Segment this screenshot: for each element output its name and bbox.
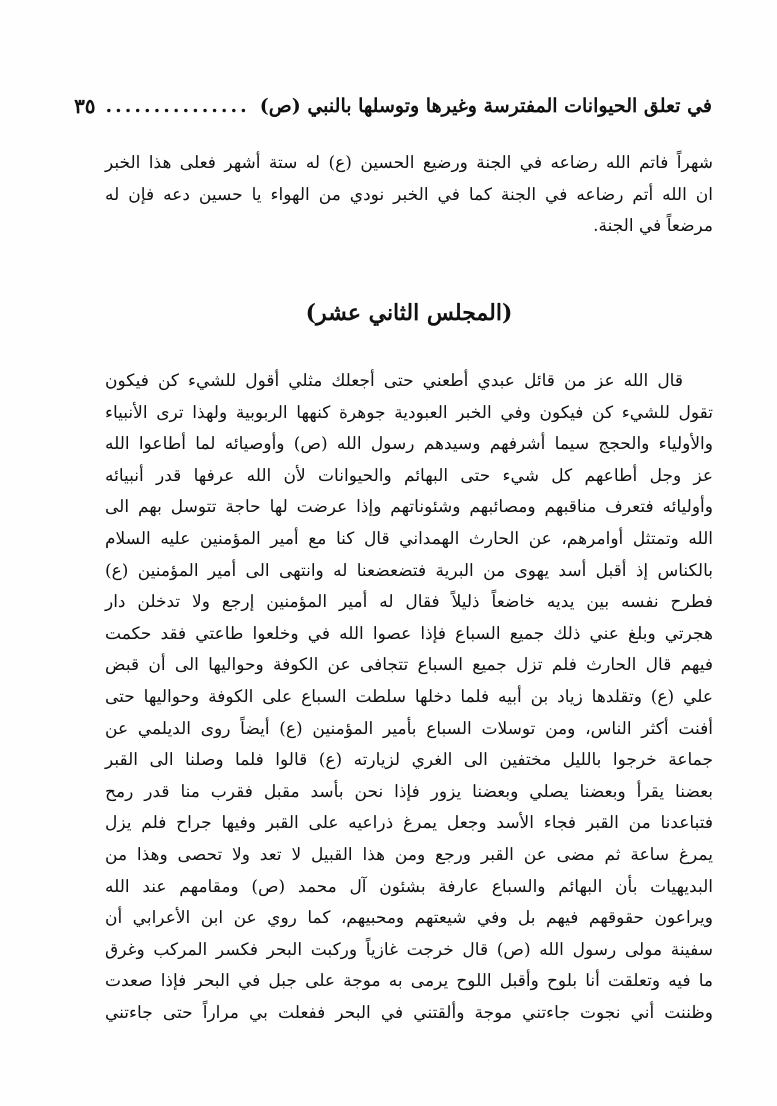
text-line: شهراً فاتم الله رضاعه في الجنة ورضيع الحسين (ع) له ستة أشهر فعلى هذا الخبر <box>105 153 713 173</box>
text-line: ما فيه وتعلقت أنا بلوح وأقبل اللوح يرمى به موجة على جبل في البحر فإذا صعدت <box>105 971 713 992</box>
text-line: البديهيات بأن البهائم والسباع عارفة بشئون آل محمد (ص) ومقامهم عند الله <box>105 876 713 897</box>
text-line: فطرح نفسه بين يديه خاضعاً ذليلاً فقال له أمير المؤمنين إرجع ولا تدخلن دار <box>105 592 713 613</box>
section-heading: (المجلس الثاني عشر) <box>305 300 513 326</box>
header-title: في تعلق الحيوانات المفترسة وغيرها وتوسلها بالنبي (ص) <box>259 95 712 117</box>
page-number: ٣٥ <box>74 94 96 118</box>
text-line: وأوليائه فتعرف مناقبهم ومصائبهم وشئوناتهم وإذا عرضت لها حاجة تتوسل بهم الى <box>105 497 713 518</box>
text-line: الله وتمتثل أوامرهم، عن الحارث الهمداني قال كنا مع أمير المؤمنين عليه السلام <box>105 528 713 549</box>
header-dot-leader: ............... <box>105 95 250 117</box>
text-line: عز وجل أطاعهم كل شيء حتى البهائم والحيوانات لأن الله عرفها قدر أنبيائه <box>105 465 713 486</box>
text-line: ويراعون حقوقهم فيهم بل وفي شيعتهم ومحبيهم، كما روي عن ابن الأعرابي أن <box>105 908 713 929</box>
text-line: جماعة خرجوا بالليل مختفين الى الغري لزيارته (ع) قالوا فلما وصلنا الى القبر <box>105 750 713 771</box>
text-line: يمرغ ساعة ثم مضى عن القبر ورجع ومن هذا القبيل لا تعد ولا تحصى وهذا من <box>105 844 713 865</box>
text-line: قال الله عز من قائل عبدي أطعني حتى أجعلك مثلي أقول للشيء كن فيكون <box>105 371 683 391</box>
text-line: والأولياء والحجج سيما أشرفهم وسيدهم رسول الله (ص) وأوصيائه لما أطاعوا الله <box>105 434 713 455</box>
text-line: تقول للشيء كن فيكون وفي الخبر العبودية جوهرة كنهها الربوبية ولهذا ترى الأنبياء <box>105 402 713 423</box>
text-line: وظننت أني نجوت جاءتني موجة وألقتني في البحر ففعلت بي مراراً حتى جاءتني <box>105 1002 713 1023</box>
text-line: هجرتي وبلغ عني ذلك جميع السباع فإذا عصوا الله في وخلعوا طاعتي فقد حكمت <box>105 623 713 644</box>
running-header <box>74 88 712 124</box>
text-line: سفينة مولى رسول الله (ص) قال خرجت غازياً وركبت البحر فكسر المركب وغرق <box>105 939 713 960</box>
text-line: فيهم قال الحارث فلم تزل جميع السباع تتجافى عن الكوفة وحواليها الى أن قبض <box>105 655 713 676</box>
text-line: ان الله أتم رضاعه في الجنة كما في الخبر نودي من الهواء يا حسين دعه فإن له <box>105 184 713 205</box>
text-line: أفنت أكثر الناس، ومن توسلات السباع بأمير المؤمنين (ع) أيضاً روى الديلمي عن <box>105 718 713 739</box>
body-paragraph <box>105 366 713 1029</box>
intro-paragraph <box>105 148 713 243</box>
text-line: بالكناس إذ أقبل أسد يهوى من البرية فتضعضعنا له وانتهى الى أمير المؤمنين (ع) <box>105 560 713 581</box>
text-line: علي (ع) وتقلدها زياد بن أبيه فلما دخلها سلطت السباع على الكوفة وحواليها حتى <box>105 686 713 707</box>
text-line: مرضعاً في الجنة. <box>593 216 713 237</box>
text-line: فتباعدنا من القبر فجاء الأسد وجعل يمرغ ذراعيه على القبر وفيها جراح فلم يزل <box>105 813 713 834</box>
text-line: بعضنا يقرأ وبعضنا يصلي وبعضنا يزور فإذا نحن بأسد مقبل فقرب منا قدر رمح <box>105 781 713 802</box>
